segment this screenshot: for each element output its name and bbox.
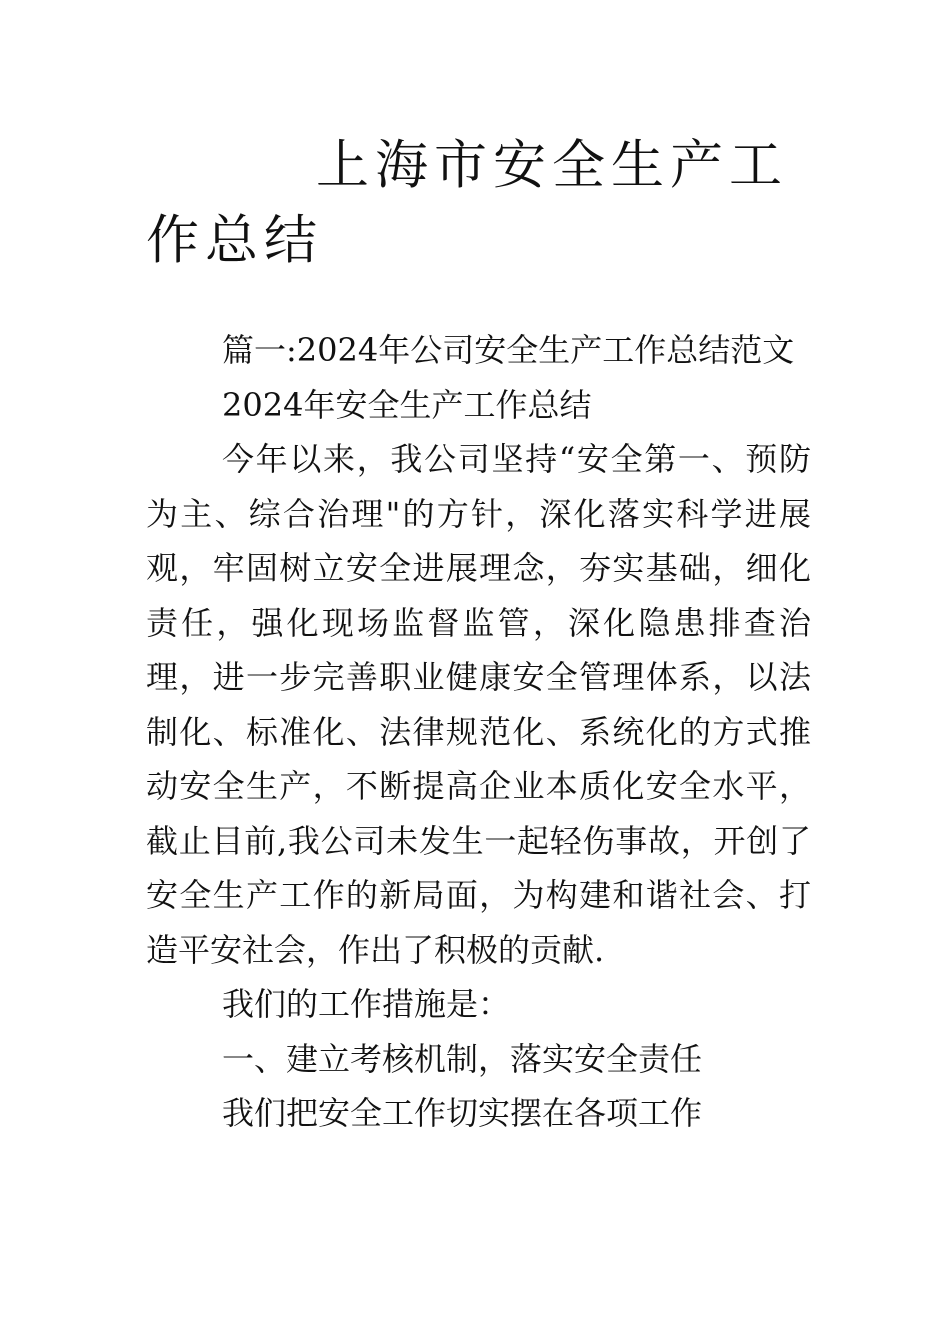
paragraph: 我们把安全工作切实摆在各项工作 [222, 1094, 703, 1132]
subtitle: 2024年安全生产工作总结 [222, 385, 592, 424]
document-title: 上海市安全生产工作总结 [146, 135, 788, 271]
section-heading: 篇一:2024年公司安全生产工作总结范文 [222, 331, 795, 369]
paragraph: 今年以来，我公司坚持“安全第一、预防为主、综合治理"的方针，深化落实科学进展观，牢固树立安全进展理念，夯实基础，细化责任，强化现场监督监管，深化隐患排查治理，进一步完善职业健康安全管理体系，以法制化、标准化、法律规范化、系统化的方式推动安全生产，不断提高企业本质化安全水平，截止目前,我公司未发生一起轻伤事故，开创了安全生产工作的新局面，为构建和谐社会、打造平安社会，作出了积极的贡献. [146, 440, 811, 969]
paragraph: 我们的工作措施是： [222, 985, 511, 1023]
document-body [146, 323, 811, 1141]
list-heading: 一、建立考核机制，落实安全责任 [222, 1039, 703, 1078]
